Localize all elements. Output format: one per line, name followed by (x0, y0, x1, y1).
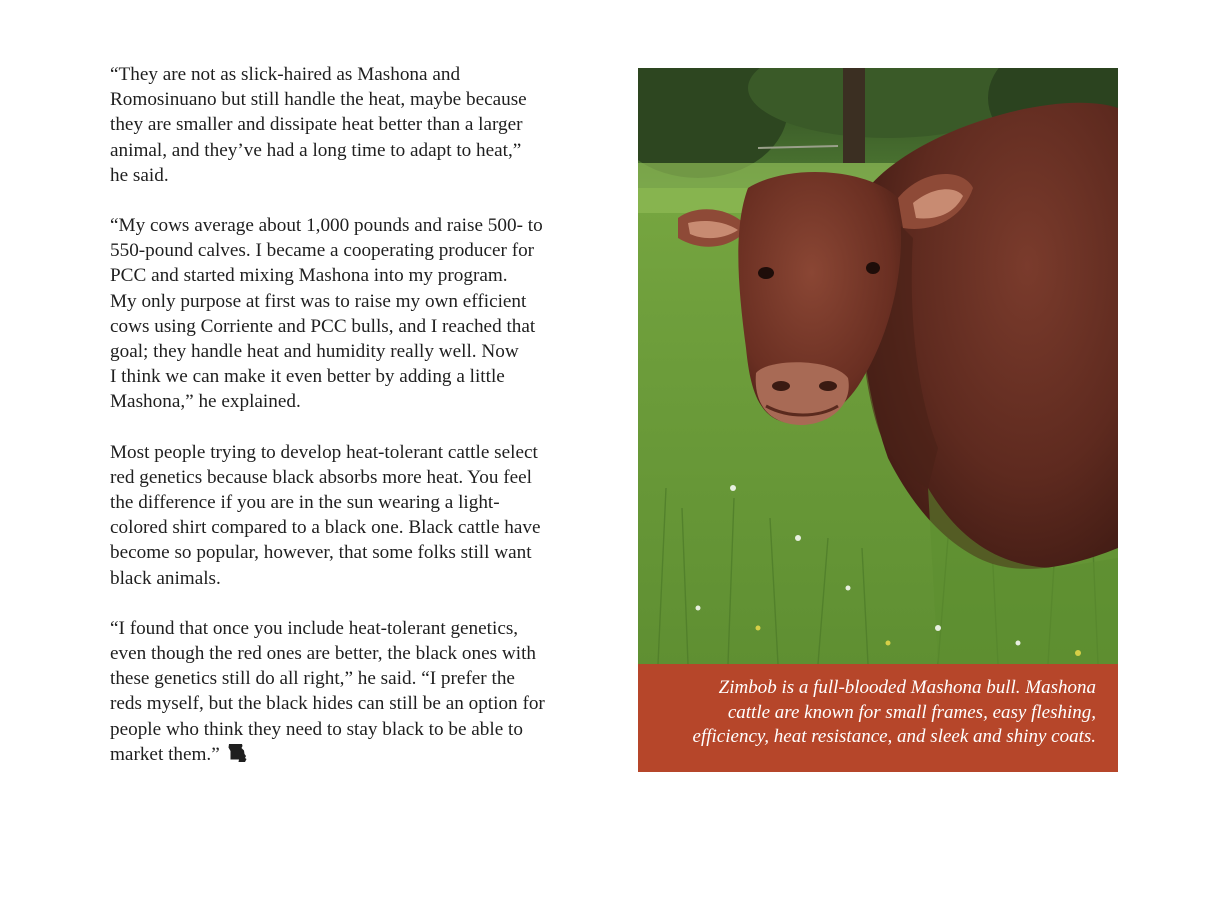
paragraph-3: Most people trying to develop heat-tolerant cattle select red genetics because black absorbs more heat. You feel the difference if you are in the sun wearing a light- colored shirt compared to a black one. Black cattle have become so popular, however, that some folks still want black animals. (110, 441, 541, 589)
bull-photo (638, 68, 1118, 664)
paragraph-4 (110, 616, 600, 770)
photo-figure (638, 68, 1118, 772)
photo-caption: Zimbob is a full-blooded Mashona bull. Mashona cattle are known for small frames, easy fleshing, efficiency, heat resistance, and sleek and shiny coats. (692, 677, 1096, 748)
paragraph-2: “My cows average about 1,000 pounds and raise 500- to 550-pound calves. I became a cooperating producer for PCC and started mixing Mashona into my program. My only purpose at first was to raise my own efficient cows using Corriente and PCC bulls, and I reached that goal; they handle heat and humidity really well. Now I think we can make it even better by adding a little Mashona,” he explained. (110, 215, 543, 413)
paragraph-4-text: “I found that once you include heat-tolerant genetics, even though the red ones are better, the black ones with these genetics still do all right,” he said. “I prefer the reds myself, but the black hides can still be an option for people who think they need to stay black to be able to market them.” (110, 617, 545, 765)
missouri-state-icon (228, 743, 248, 770)
article-body (110, 62, 600, 795)
photo-caption-box (638, 664, 1118, 772)
paragraph-1: “They are not as slick-haired as Mashona and Romosinuano but still handle the heat, maybe because they are smaller and dissipate heat better than a larger animal, and they’ve had a long time to adapt to heat,” he said. (110, 64, 527, 186)
